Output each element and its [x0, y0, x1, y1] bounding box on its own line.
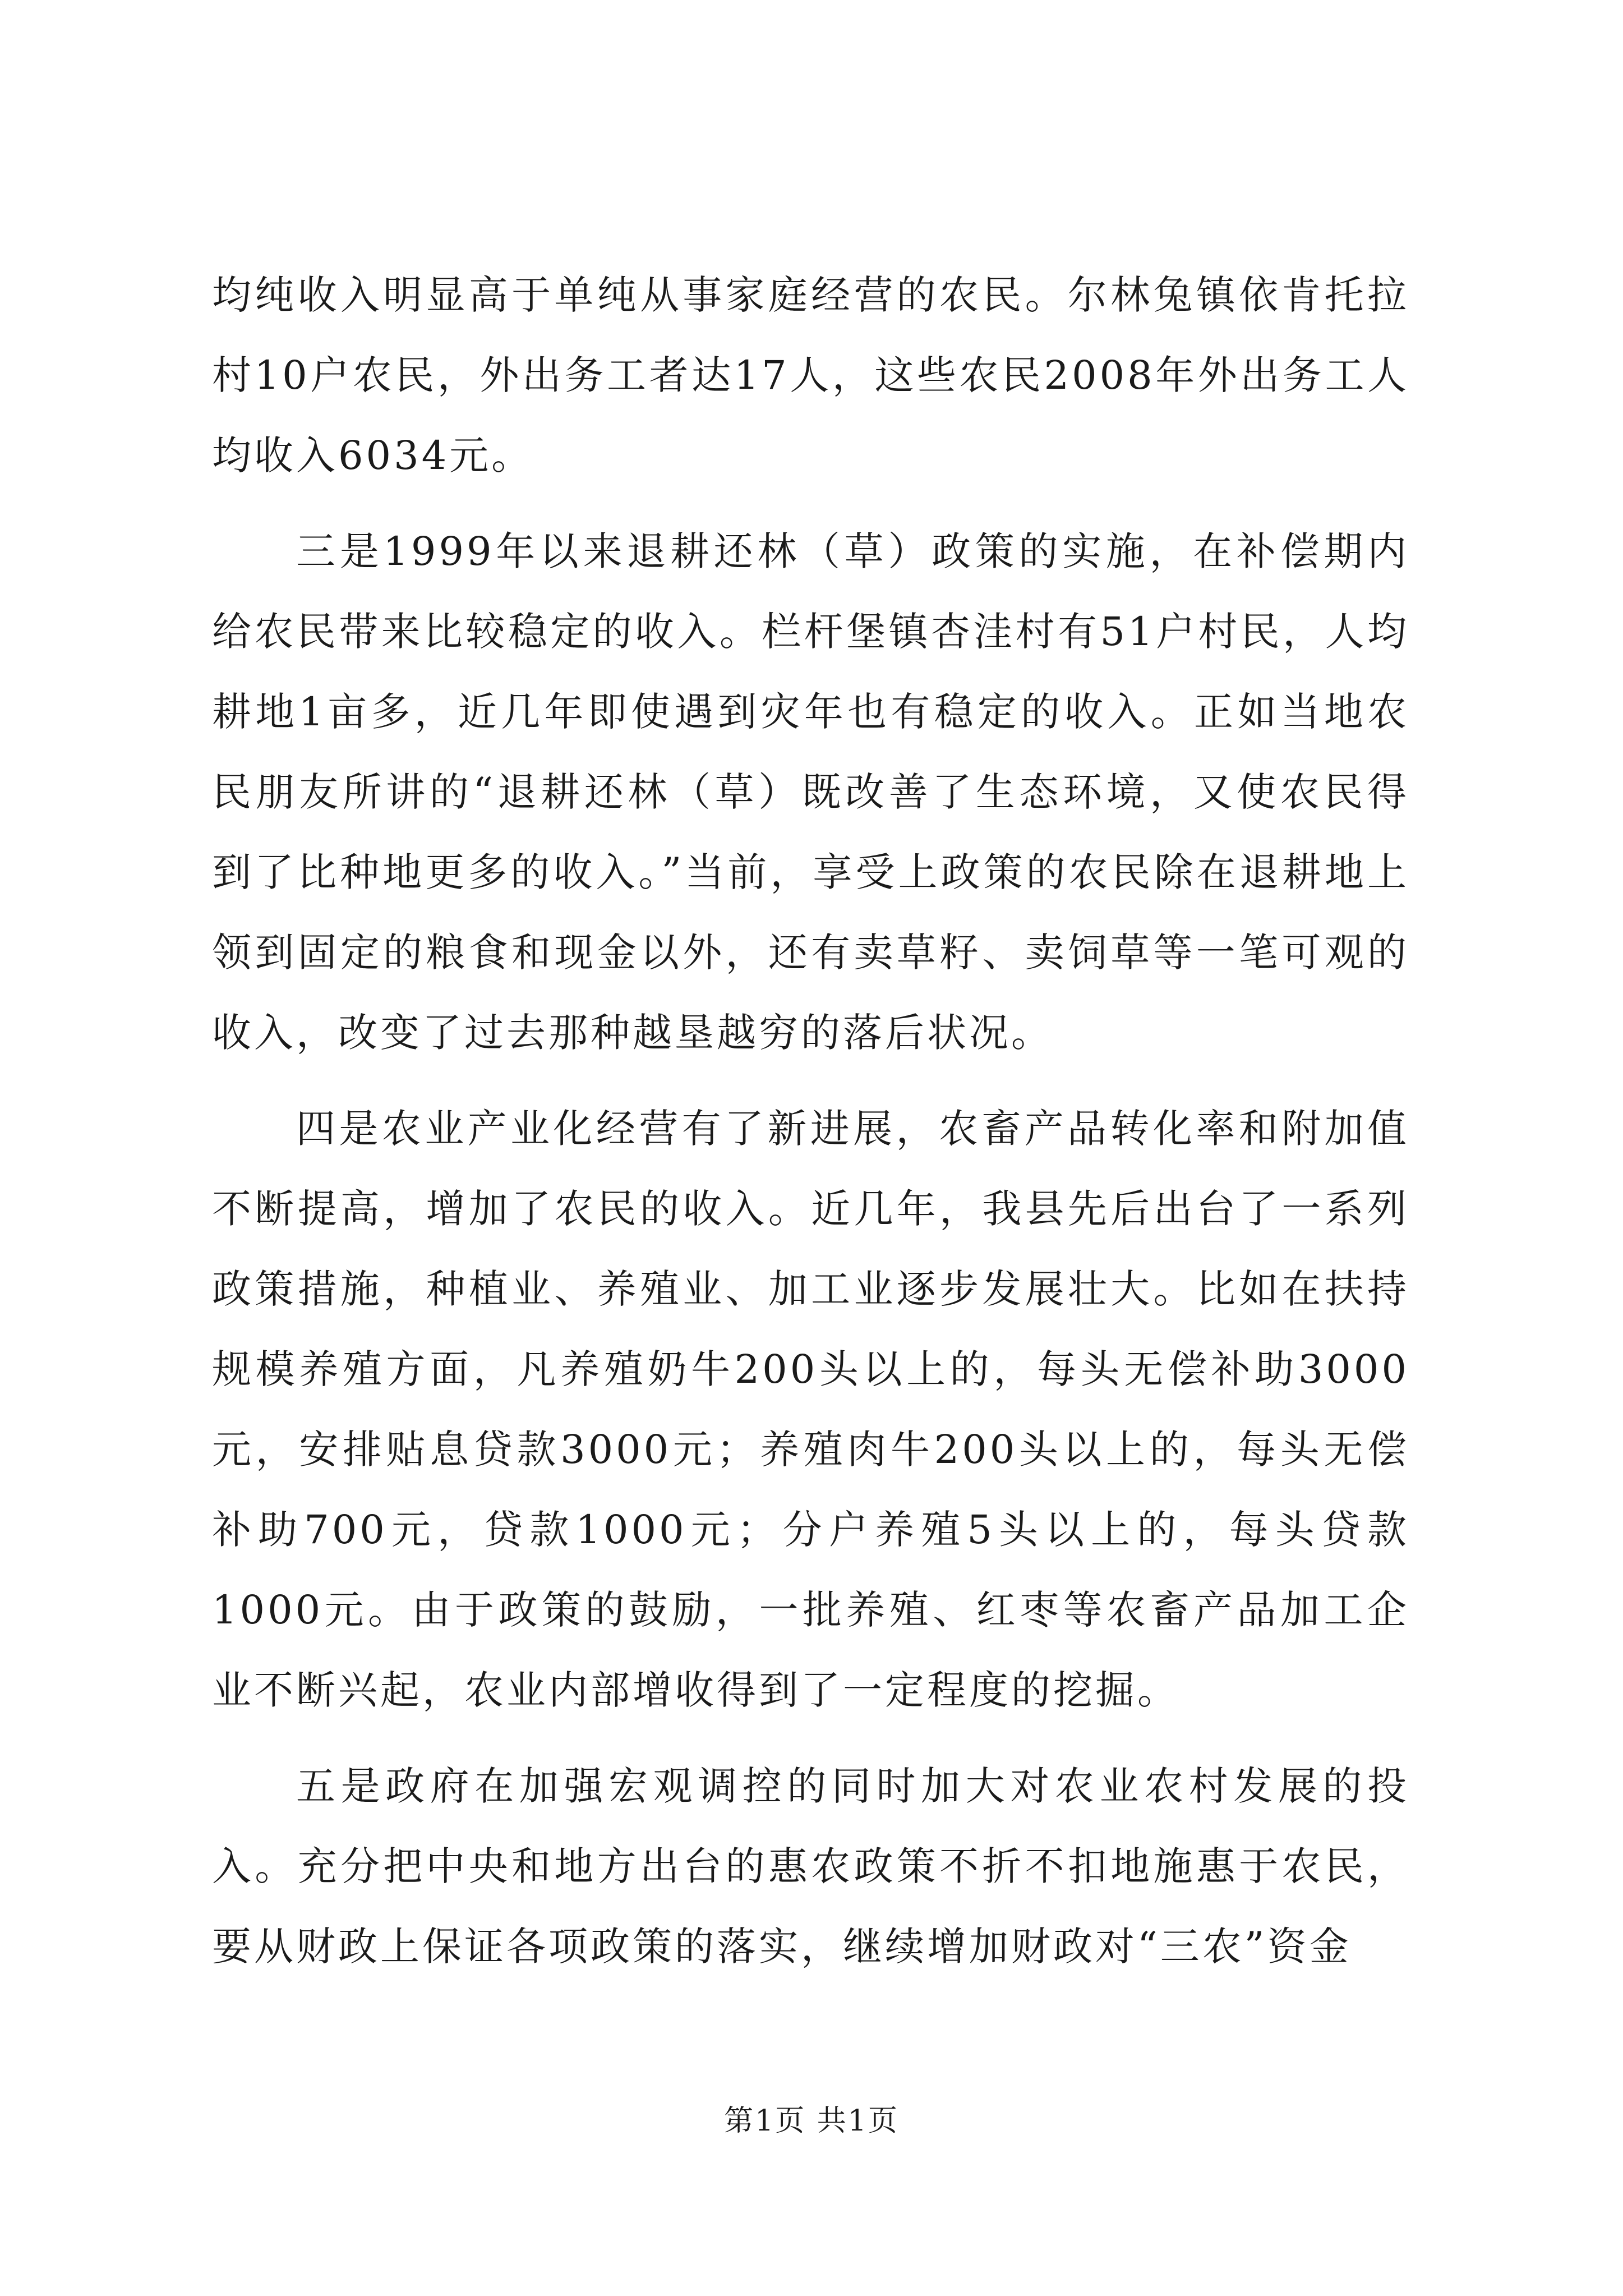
paragraph-continuation: 均纯收入明显高于单纯从事家庭经营的农民。尔林兔镇依肯托拉村10户农民，外出务工者达17人，这些农民2008年外出务工人均收入6034元。 [212, 272, 1409, 478]
document-body [212, 255, 1409, 2003]
page-footer: 第1页 共1页 [724, 2104, 899, 2138]
paragraph-point-five: 五是政府在加强宏观调控的同时加大对农业农村发展的投入。充分把中央和地方出台的惠农政策不折不扣地施惠于农民，要从财政上保证各项政策的落实，继续增加财政对“三农”资金 [212, 1763, 1409, 1970]
paragraph-point-four: 四是农业产业化经营有了新进展，农畜产品转化率和附加值不断提高，增加了农民的收入。近几年，我县先后出台了一系列政策措施，种植业、养殖业、加工业逐步发展壮大。比如在扶持规模养殖方面，凡养殖奶牛200头以上的，每头无偿补助3000元，安排贴息贷款3000元；养殖肉牛200头以上的，每头无偿补助700元，贷款1000元；分户养殖5头以上的，每头贷款1000元。由于政策的鼓励，一批养殖、红枣等农畜产品加工企业不断兴起，农业内部增收得到了一定程度的挖掘。 [212, 1106, 1409, 1713]
paragraph-point-three: 三是1999年以来退耕还林（草）政策的实施，在补偿期内给农民带来比较稳定的收入。栏杆堡镇杏洼村有51户村民，人均耕地1亩多，近几年即使遇到灾年也有稳定的收入。正如当地农民朋友所讲的“退耕还林（草）既改善了生态环境，又使农民得到了比种地更多的收入。”当前，享受上政策的农民除在退耕地上领到固定的粮食和现金以外，还有卖草籽、卖饲草等一笔可观的收入，改变了过去那种越垦越穷的落后状况。 [212, 528, 1409, 1056]
